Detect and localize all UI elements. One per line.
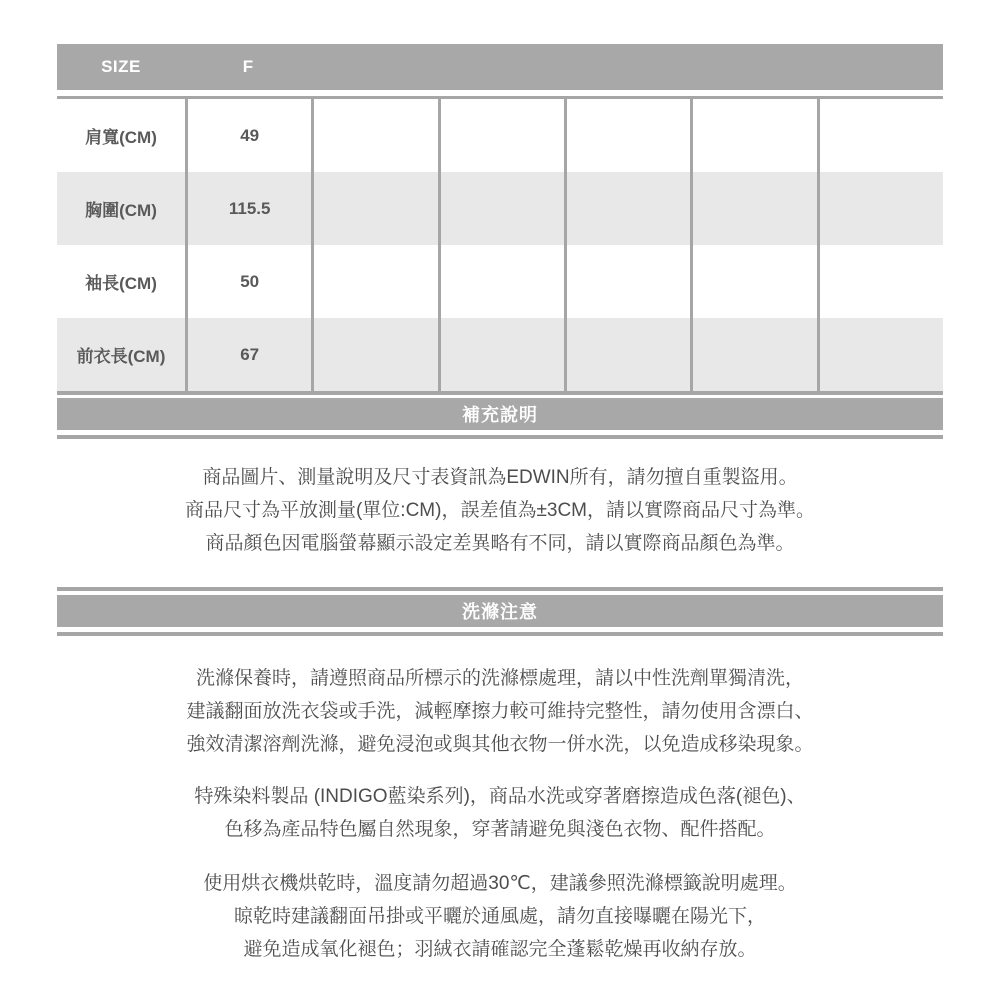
divider-rule: [57, 435, 943, 439]
empty-cell: [564, 99, 690, 172]
empty-cell: [438, 99, 564, 172]
table-row-front-body-length: [57, 318, 943, 391]
supplement-section-title: 補充說明: [462, 405, 538, 425]
supplement-section-banner: [57, 398, 943, 430]
row-value: 49: [185, 99, 311, 172]
washing-line: 色移為產品特色屬自然現象，穿著請避免與淺色衣物、配件搭配。: [224, 819, 776, 840]
supplement-line: 商品顏色因電腦螢幕顯示設定差異略有不同，請以實際商品顏色為準。: [205, 533, 795, 554]
empty-cell: [438, 172, 564, 245]
row-label: 袖長(CM): [85, 274, 157, 293]
empty-cell: [564, 318, 690, 391]
washing-line: 強效清潔溶劑洗滌，避免浸泡或與其他衣物一併水洗，以免造成移染現象。: [186, 734, 814, 755]
washing-line: 避免造成氧化褪色；羽絨衣請確認完全蓬鬆乾燥再收納存放。: [243, 939, 757, 960]
empty-cell: [311, 318, 437, 391]
washing-paragraph-general: [57, 662, 943, 761]
empty-cell: [311, 172, 437, 245]
content-column: [57, 0, 943, 966]
washing-line: 洗滌保養時，請遵照商品所標示的洗滌標處理，請以中性洗劑單獨清洗，: [195, 668, 804, 689]
washing-paragraph-drying: [57, 867, 943, 966]
empty-cell: [817, 99, 943, 172]
empty-cell: [690, 172, 816, 245]
empty-cell: [564, 245, 690, 318]
size-header-cell: SIZE: [101, 57, 141, 76]
empty-cell: [690, 245, 816, 318]
empty-cell: [817, 245, 943, 318]
washing-line: 晾乾時建議翻面吊掛或平曬於通風處，請勿直接曝曬在陽光下，: [233, 906, 766, 927]
empty-cell: [438, 245, 564, 318]
empty-cell: [817, 172, 943, 245]
row-label: 肩寬(CM): [85, 128, 157, 147]
empty-cell: [311, 99, 437, 172]
supplement-line: 商品尺寸為平放測量(單位:CM)，誤差值為±3CM，請以實際商品尺寸為準。: [184, 500, 816, 521]
size-table-header-row: [57, 44, 943, 90]
empty-cell: [817, 318, 943, 391]
row-value: 67: [185, 318, 311, 391]
empty-cell: [438, 318, 564, 391]
empty-cell: [690, 99, 816, 172]
table-row-sleeve-length: [57, 245, 943, 318]
size-table-body: [57, 96, 943, 395]
size-chart-table: [57, 44, 943, 395]
divider-rule: [57, 587, 943, 591]
empty-cell: [690, 318, 816, 391]
washing-section-title: 洗滌注意: [462, 602, 538, 622]
supplement-line: 商品圖片、測量說明及尺寸表資訊為EDWIN所有，請勿擅自重製盜用。: [202, 467, 798, 488]
washing-line: 建議翻面放洗衣袋或手洗，減輕摩擦力較可維持完整性，請勿使用含漂白、: [186, 701, 814, 722]
washing-paragraph-indigo: [57, 780, 943, 846]
row-label: 前衣長(CM): [76, 347, 166, 366]
supplement-paragraph: [57, 461, 943, 560]
washing-line: 使用烘衣機烘乾時，溫度請勿超過30℃，建議參照洗滌標籤說明處理。: [203, 873, 797, 894]
size-column-f-header: F: [242, 57, 254, 76]
washing-line: 特殊染料製品 (INDIGO藍染系列)，商品水洗或穿著磨擦造成色落(褪色)、: [194, 786, 806, 807]
empty-cell: [564, 172, 690, 245]
divider-rule: [57, 632, 943, 636]
table-row-chest: [57, 172, 943, 245]
empty-cell: [311, 245, 437, 318]
table-row-shoulder-width: [57, 99, 943, 172]
row-value: 50: [185, 245, 311, 318]
row-label: 胸圍(CM): [85, 201, 157, 220]
washing-section-banner: [57, 595, 943, 627]
row-value: 115.5: [185, 172, 311, 245]
